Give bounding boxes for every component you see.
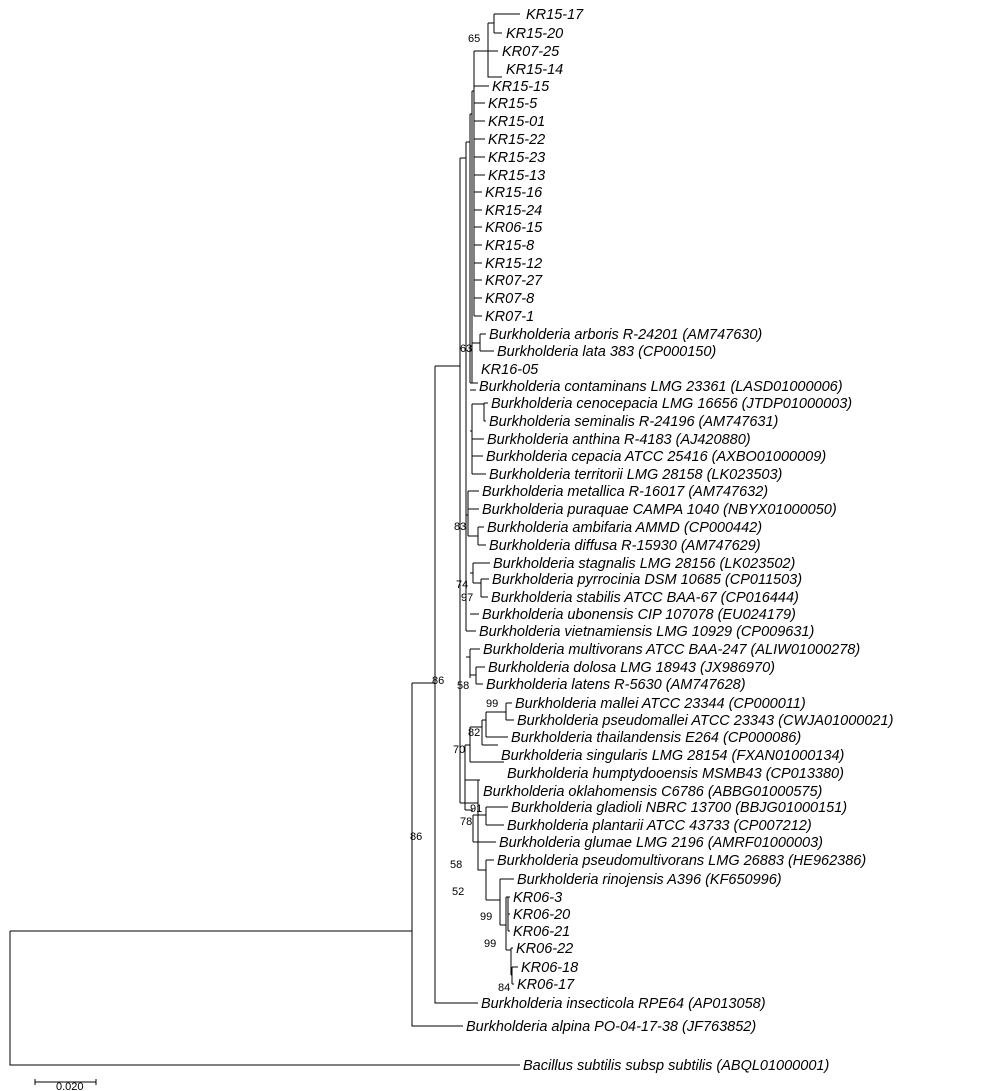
- taxon-label: KR15-22: [488, 132, 546, 148]
- taxon-label: Burkholderia stagnalis LMG 28156 (LK023502): [493, 556, 796, 572]
- taxon-label: Burkholderia diffusa R-15930 (AM747629): [489, 538, 761, 554]
- bootstrap-value: 86: [432, 675, 445, 687]
- branch: [10, 931, 520, 1065]
- bootstrap-value: 91: [470, 803, 483, 815]
- bootstrap-value: 63: [460, 343, 473, 355]
- taxon-label: Burkholderia arboris R-24201 (AM747630): [489, 327, 763, 343]
- taxon-label: Burkholderia dolosa LMG 18943 (JX986970): [488, 660, 775, 676]
- taxon-label: KR15-23: [488, 150, 546, 166]
- taxon-label: Burkholderia pyrrocinia DSM 10685 (CP011503): [492, 572, 803, 588]
- taxon-label: Burkholderia territorii LMG 28158 (LK023503): [489, 467, 783, 483]
- taxon-labels: [466, 7, 893, 1074]
- taxon-label: KR06-3: [513, 890, 563, 906]
- taxon-label: KR07-8: [485, 291, 535, 307]
- taxon-label: KR15-14: [506, 62, 564, 78]
- bootstrap-value: 99: [486, 698, 499, 710]
- bootstrap-value: 83: [454, 521, 467, 533]
- taxon-label: KR15-5: [488, 96, 538, 112]
- taxon-label: Bacillus subtilis subsp subtilis (ABQL01000001): [523, 1058, 830, 1074]
- bootstrap-value: 70: [453, 744, 466, 756]
- taxon-label: Burkholderia pseudomallei ATCC 23343 (CWJA01000021): [517, 713, 894, 729]
- taxon-label: KR06-21: [513, 924, 571, 940]
- taxon-label: KR15-12: [485, 256, 543, 272]
- bootstrap-value: 52: [452, 886, 465, 898]
- taxon-label: KR07-27: [485, 273, 543, 289]
- taxon-label: Burkholderia anthina R-4183 (AJ420880): [487, 432, 751, 448]
- taxon-label: Burkholderia stabilis ATCC BAA-67 (CP016444): [491, 590, 799, 606]
- branch: [488, 68, 502, 77]
- bootstrap-value: 99: [480, 911, 493, 923]
- taxon-label: KR15-8: [485, 238, 535, 254]
- taxon-label: Burkholderia latens R-5630 (AM747628): [486, 677, 746, 693]
- bootstrap-value: 65: [468, 33, 481, 45]
- bootstrap-value: 74: [456, 579, 469, 591]
- scale-bar: [35, 1079, 96, 1091]
- taxon-label: KR15-16: [485, 185, 543, 201]
- taxon-label: KR06-17: [517, 977, 575, 993]
- taxon-label: KR15-20: [506, 26, 564, 42]
- taxon-label: KR07-1: [485, 309, 535, 325]
- taxon-label: KR06-18: [521, 960, 579, 976]
- taxon-label: Burkholderia pseudomultivorans LMG 26883 (HE962386): [497, 853, 867, 869]
- taxon-label: Burkholderia gladioli NBRC 13700 (BBJG01000151): [511, 800, 848, 816]
- taxon-label: KR15-17: [526, 7, 584, 23]
- taxon-label: KR06-20: [513, 907, 571, 923]
- taxon-label: Burkholderia lata 383 (CP000150): [497, 344, 717, 360]
- taxon-label: Burkholderia humptydooensis MSMB43 (CP013380): [507, 766, 844, 782]
- taxon-label: Burkholderia seminalis R-24196 (AM747631): [489, 414, 779, 430]
- taxon-label: Burkholderia oklahomensis C6786 (ABBG01000575): [483, 784, 823, 800]
- taxon-label: KR16-05: [481, 362, 539, 378]
- taxon-label: Burkholderia mallei ATCC 23344 (CP000011): [515, 696, 806, 712]
- bootstrap-value: 97: [461, 592, 474, 604]
- bootstrap-value: 82: [468, 727, 481, 739]
- taxon-label: Burkholderia ubonensis CIP 107078 (EU024179): [482, 607, 796, 623]
- taxon-label: Burkholderia cenocepacia LMG 16656 (JTDP01000003): [491, 396, 853, 412]
- taxon-label: Burkholderia thailandensis E264 (CP000086): [511, 730, 802, 746]
- taxon-label: KR07-25: [502, 44, 560, 60]
- taxon-label: Burkholderia singularis LMG 28154 (FXAN01000134): [501, 748, 845, 764]
- taxon-label: Burkholderia alpina PO-04-17-38 (JF763852): [466, 1019, 757, 1035]
- taxon-label: Burkholderia metallica R-16017 (AM747632): [482, 484, 769, 500]
- taxon-label: KR15-01: [488, 114, 546, 130]
- bootstrap-value: 86: [410, 831, 423, 843]
- bootstrap-value: 99: [484, 938, 497, 950]
- taxon-label: Burkholderia multivorans ATCC BAA-247 (ALIW01000278): [483, 642, 861, 658]
- bootstrap-value: 78: [460, 816, 473, 828]
- taxon-label: KR15-24: [485, 203, 543, 219]
- bootstrap-value: 58: [457, 680, 470, 692]
- bootstrap-value: 58: [450, 859, 463, 871]
- taxon-label: Burkholderia cepacia ATCC 25416 (AXBO01000009): [486, 449, 827, 465]
- taxon-label: Burkholderia contaminans LMG 23361 (LASD01000006): [479, 379, 843, 395]
- tree-branches: [10, 14, 520, 1065]
- taxon-label: Burkholderia vietnamiensis LMG 10929 (CP009631): [479, 624, 815, 640]
- taxon-label: Burkholderia ambifaria AMMD (CP000442): [487, 520, 763, 536]
- taxon-label: KR06-22: [516, 941, 574, 957]
- taxon-label: Burkholderia insecticola RPE64 (AP013058): [481, 996, 766, 1012]
- taxon-label: Burkholderia glumae LMG 2196 (AMRF01000003): [499, 835, 824, 851]
- taxon-label: KR15-13: [488, 168, 546, 184]
- bootstrap-value: 84: [498, 982, 511, 994]
- taxon-label: KR06-15: [485, 220, 543, 236]
- taxon-label: Burkholderia rinojensis A396 (KF650996): [517, 872, 782, 888]
- taxon-label: KR15-15: [492, 79, 550, 95]
- taxon-label: Burkholderia puraquae CAMPA 1040 (NBYX01000050): [482, 502, 837, 518]
- taxon-label: Burkholderia plantarii ATCC 43733 (CP007212): [507, 818, 812, 834]
- scale-bar-label: 0.020: [56, 1081, 84, 1091]
